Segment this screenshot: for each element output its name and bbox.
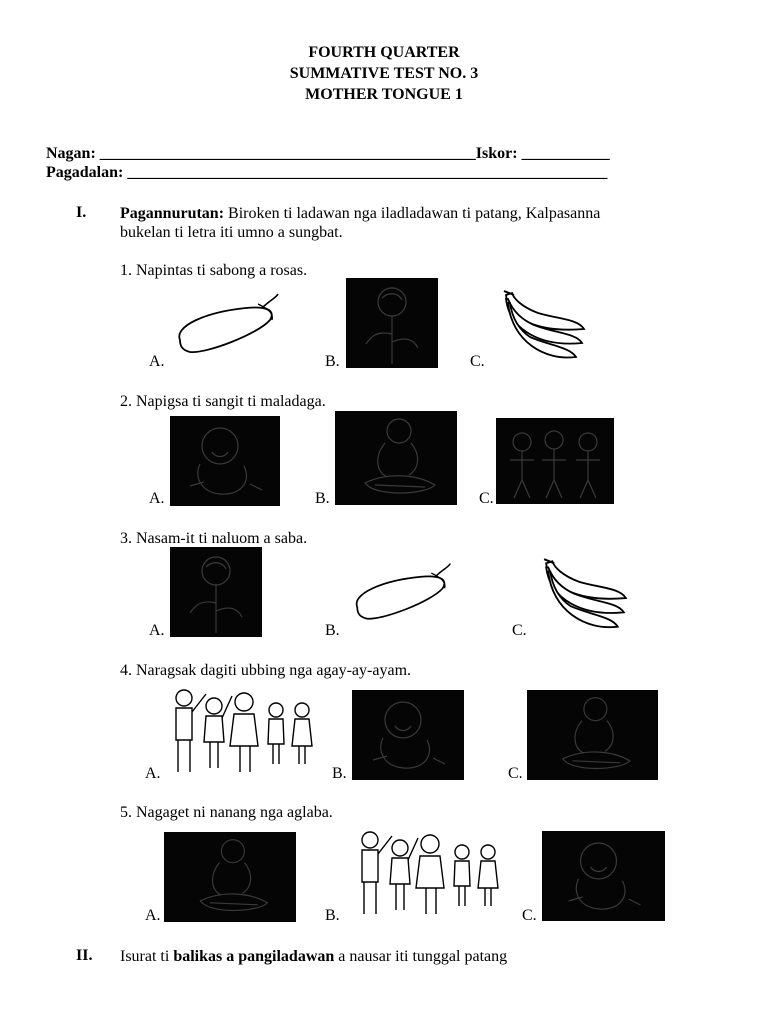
children-group-image: [352, 826, 504, 918]
question-2-text: 2. Napigsa ti sangit ti maladaga.: [120, 393, 326, 410]
rose-image: [170, 547, 262, 637]
test-number-title: SUMMATIVE TEST NO. 3: [289, 65, 479, 82]
q3-option-a[interactable]: A.: [149, 622, 165, 639]
eggplant-image: [166, 290, 284, 360]
q2-option-b[interactable]: B.: [315, 490, 330, 507]
woman-weaving-image: [164, 832, 296, 922]
q4-option-b[interactable]: B.: [332, 765, 347, 782]
instruction-label: Pagannurutan:: [120, 205, 225, 222]
banana-image: [498, 289, 590, 365]
school-field: Pagadalan: ____________________________________________________________: [46, 164, 608, 181]
eggplant-image: [344, 558, 456, 628]
question-5-text: 5. Nagaget ni nanang nga aglaba.: [120, 804, 333, 821]
woman-weaving-image: [527, 690, 658, 780]
section-2-numeral: II.: [76, 947, 93, 964]
q1-option-a[interactable]: A.: [149, 353, 165, 370]
test-quarter-title: FOURTH QUARTER: [308, 44, 460, 61]
q1-option-c[interactable]: C.: [470, 353, 485, 370]
q3-option-c[interactable]: C.: [512, 622, 527, 639]
question-1-text: 1. Napintas ti sabong a rosas.: [120, 262, 308, 279]
question-3-text: 3. Nasam-it ti naluom a saba.: [120, 530, 308, 547]
section-1-numeral: I.: [76, 204, 87, 221]
woman-weaving-image: [335, 411, 457, 505]
q3-option-b[interactable]: B.: [325, 622, 340, 639]
section-2-pre: Isurat ti: [120, 948, 174, 965]
q5-option-b[interactable]: B.: [325, 907, 340, 924]
q4-option-a[interactable]: A.: [145, 765, 161, 782]
q1-option-b[interactable]: B.: [325, 353, 340, 370]
subject-title: MOTHER TONGUE 1: [305, 86, 463, 103]
rose-image: [346, 278, 438, 368]
q2-option-c[interactable]: C.: [479, 490, 494, 507]
section-2-bold: balikas a pangiladawan: [173, 948, 335, 965]
name-score-field: Nagan: _______________________________________________Iskor: ___________: [46, 145, 610, 162]
children-playing-image: [496, 418, 614, 504]
q5-option-a[interactable]: A.: [145, 907, 161, 924]
instruction-text-1: Biroken ti ladawan nga iladladawan ti patang, Kalpasanna: [224, 205, 601, 222]
question-4-text: 4. Naragsak dagiti ubbing nga agay-ay-ayam.: [120, 662, 412, 679]
q2-option-a[interactable]: A.: [149, 490, 165, 507]
children-group-image: [166, 684, 318, 776]
section-2-post: a nausar iti tunggal patang: [334, 948, 508, 965]
crying-baby-image: [542, 831, 665, 921]
instruction-text-2: bukelan ti letra iti umno a sungbat.: [120, 224, 343, 241]
crying-baby-image: [170, 416, 280, 506]
section-1-instruction: [120, 204, 680, 242]
crying-baby-image: [352, 690, 464, 780]
section-2-instruction: [120, 947, 507, 966]
banana-image: [538, 556, 632, 636]
q4-option-c[interactable]: C.: [508, 765, 523, 782]
q5-option-c[interactable]: C.: [522, 907, 537, 924]
